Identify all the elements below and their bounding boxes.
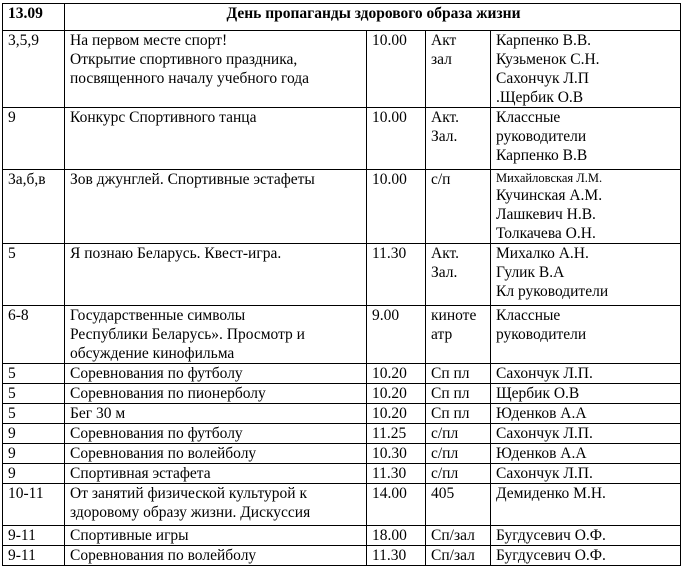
table-row <box>3 484 681 526</box>
responsible-cell: Сахончук Л.П. <box>491 464 681 484</box>
time-cell: 11.30 <box>367 464 426 484</box>
table-row <box>3 306 681 364</box>
grade-cell: 6-8 <box>3 306 65 364</box>
grade-cell: 9 <box>3 108 65 170</box>
time-cell: 10.20 <box>367 384 426 404</box>
grade-cell: 9 <box>3 424 65 444</box>
event-cell: Зов джунглей. Спортивные эстафеты <box>65 170 367 244</box>
responsible-cell: Классные руководители <box>491 306 681 364</box>
event-cell: Соревнования по футболу <box>65 364 367 384</box>
date-cell: 13.09 <box>3 4 65 31</box>
event-cell: Соревнования по волейболу <box>65 546 367 566</box>
grade-cell: 5 <box>3 384 65 404</box>
time-cell: 9.00 <box>367 306 426 364</box>
responsible-cell: Михалко А.Н. Гулик В.А Кл руководители <box>491 244 681 306</box>
place-cell: Сп пл <box>426 364 491 384</box>
place-cell: Сп/зал <box>426 546 491 566</box>
place-cell: Сп пл <box>426 404 491 424</box>
event-cell: Соревнования по пионерболу <box>65 384 367 404</box>
event-cell: Спортивная эстафета <box>65 464 367 484</box>
table-row <box>3 364 681 384</box>
time-cell: 11.30 <box>367 546 426 566</box>
responsible-cell: Бугдусевич О.Ф. <box>491 526 681 546</box>
place-cell: 405 <box>426 484 491 526</box>
event-cell: Спортивные игры <box>65 526 367 546</box>
time-cell: 18.00 <box>367 526 426 546</box>
day-title: День пропаганды здорового образа жизни <box>65 4 681 31</box>
responsible-cell: Сахончук Л.П. <box>491 424 681 444</box>
time-cell: 10.00 <box>367 108 426 170</box>
place-cell: киноте атр <box>426 306 491 364</box>
event-cell: На первом месте спорт! Открытие спортивного праздника, посвященного началу учебного года <box>65 31 367 108</box>
event-cell: Соревнования по футболу <box>65 424 367 444</box>
time-cell: 10.00 <box>367 170 426 244</box>
time-cell: 11.25 <box>367 424 426 444</box>
grade-cell: 5 <box>3 364 65 384</box>
grade-cell: 5 <box>3 244 65 306</box>
place-cell: с/пл <box>426 464 491 484</box>
responsible-cell: Бугдусевич О.Ф. <box>491 546 681 566</box>
place-cell: с/пл <box>426 444 491 464</box>
table-row <box>3 170 681 244</box>
responsible-cell: Юденков А.А <box>491 404 681 424</box>
place-cell: Акт зал <box>426 31 491 108</box>
grade-cell: 9 <box>3 444 65 464</box>
place-cell: с/пл <box>426 424 491 444</box>
header-row <box>3 4 681 31</box>
grade-cell: 5 <box>3 404 65 424</box>
place-cell: с/п <box>426 170 491 244</box>
grade-cell: 9-11 <box>3 546 65 566</box>
responsible-cell: Щербик О.В <box>491 384 681 404</box>
table-row <box>3 444 681 464</box>
schedule-table <box>2 3 681 566</box>
table-row <box>3 464 681 484</box>
time-cell: 10.20 <box>367 364 426 384</box>
table-row <box>3 384 681 404</box>
place-cell: Акт. Зал. <box>426 108 491 170</box>
grade-cell: 10-11 <box>3 484 65 526</box>
table-row <box>3 526 681 546</box>
table-row <box>3 108 681 170</box>
grade-cell: 3а,б,в <box>3 170 65 244</box>
grade-cell: 9 <box>3 464 65 484</box>
event-cell: Государственные символы Республики Беларусь». Просмотр и обсуждение кинофильма <box>65 306 367 364</box>
grade-cell: 9-11 <box>3 526 65 546</box>
event-cell: Я познаю Беларусь. Квест-игра. <box>65 244 367 306</box>
responsible-cell: Сахончук Л.П. <box>491 364 681 384</box>
place-cell: Сп/зал <box>426 526 491 546</box>
table-row <box>3 404 681 424</box>
time-cell: 14.00 <box>367 484 426 526</box>
event-cell: Конкурс Спортивного танца <box>65 108 367 170</box>
table-row <box>3 31 681 108</box>
place-cell: Сп пл <box>426 384 491 404</box>
responsible-cell: Юденков А.А <box>491 444 681 464</box>
table-row <box>3 424 681 444</box>
event-cell: Соревнования по волейболу <box>65 444 367 464</box>
event-cell: От занятий физической культурой к здоровому образу жизни. Дискуссия <box>65 484 367 526</box>
table-row <box>3 244 681 306</box>
table-row <box>3 546 681 566</box>
grade-cell: 3,5,9 <box>3 31 65 108</box>
event-cell: Бег 30 м <box>65 404 367 424</box>
place-cell: Акт. Зал. <box>426 244 491 306</box>
responsible-cell: Карпенко В.В. Кузьменок С.Н. Сахончук Л.П .Щербик О.В <box>491 31 681 108</box>
responsible-cell: Классные руководители Карпенко В.В <box>491 108 681 170</box>
responsible-cell: Демиденко М.Н. <box>491 484 681 526</box>
time-cell: 10.30 <box>367 444 426 464</box>
time-cell: 11.30 <box>367 244 426 306</box>
responsible-cell: Михайловская Л.М. Кучинская А.М. Лашкевич Н.В. Толкачева О.Н. <box>491 170 681 244</box>
time-cell: 10.20 <box>367 404 426 424</box>
time-cell: 10.00 <box>367 31 426 108</box>
